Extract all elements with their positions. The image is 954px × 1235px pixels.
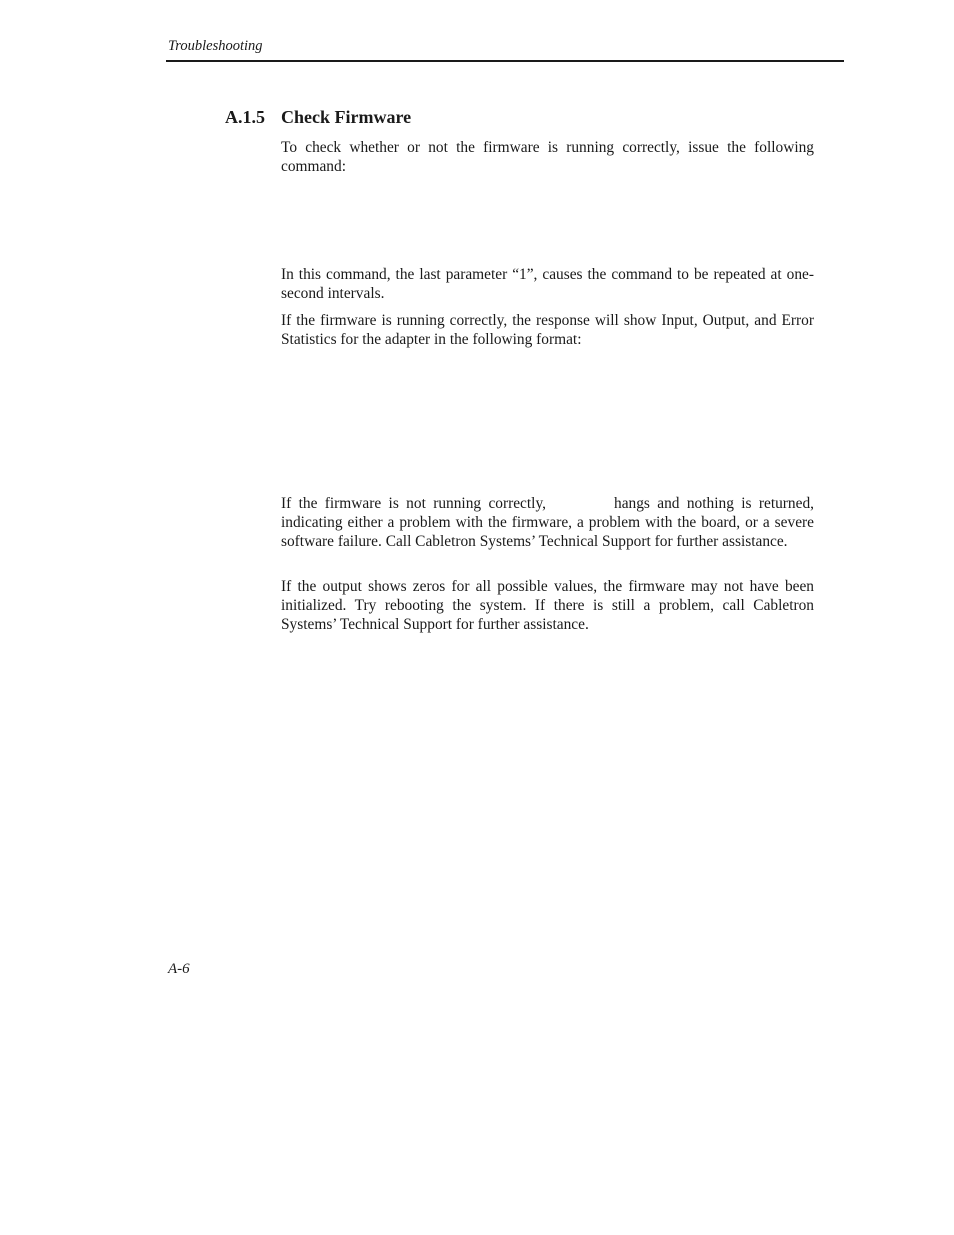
paragraph-intro: To check whether or not the firmware is running correctly, issue the following command:	[281, 139, 814, 175]
paragraph-not-running-start: If the firmware is not running correctly,	[281, 495, 546, 512]
section-number: A.1.5	[225, 107, 265, 127]
paragraph-zeros: If the output shows zeros for all possible values, the firmware may not have been initialized. Try rebooting the system. If there is still a problem, call Cabletron Systems’ Technical Support for further assistance.	[281, 578, 814, 633]
paragraph-parameter: In this command, the last parameter “1”, causes the command to be repeated at one-second intervals.	[281, 266, 814, 302]
paragraph-response: If the firmware is running correctly, the response will show Input, Output, and Error Statistics for the adapter in the following format:	[281, 312, 814, 348]
section-title: Check Firmware	[281, 107, 412, 127]
running-head: Troubleshooting	[168, 38, 263, 54]
paragraph-not-running	[281, 494, 814, 551]
paragraph-not-running-end: hangs and nothing is returned, indicating either a problem with the firmware, a problem with the board, or a severe software failure. Call Cabletron Systems’ Technical Support for further assistance.	[281, 495, 815, 550]
page-number: A-6	[168, 961, 190, 977]
section-heading	[225, 107, 411, 128]
header-rule	[166, 60, 844, 62]
